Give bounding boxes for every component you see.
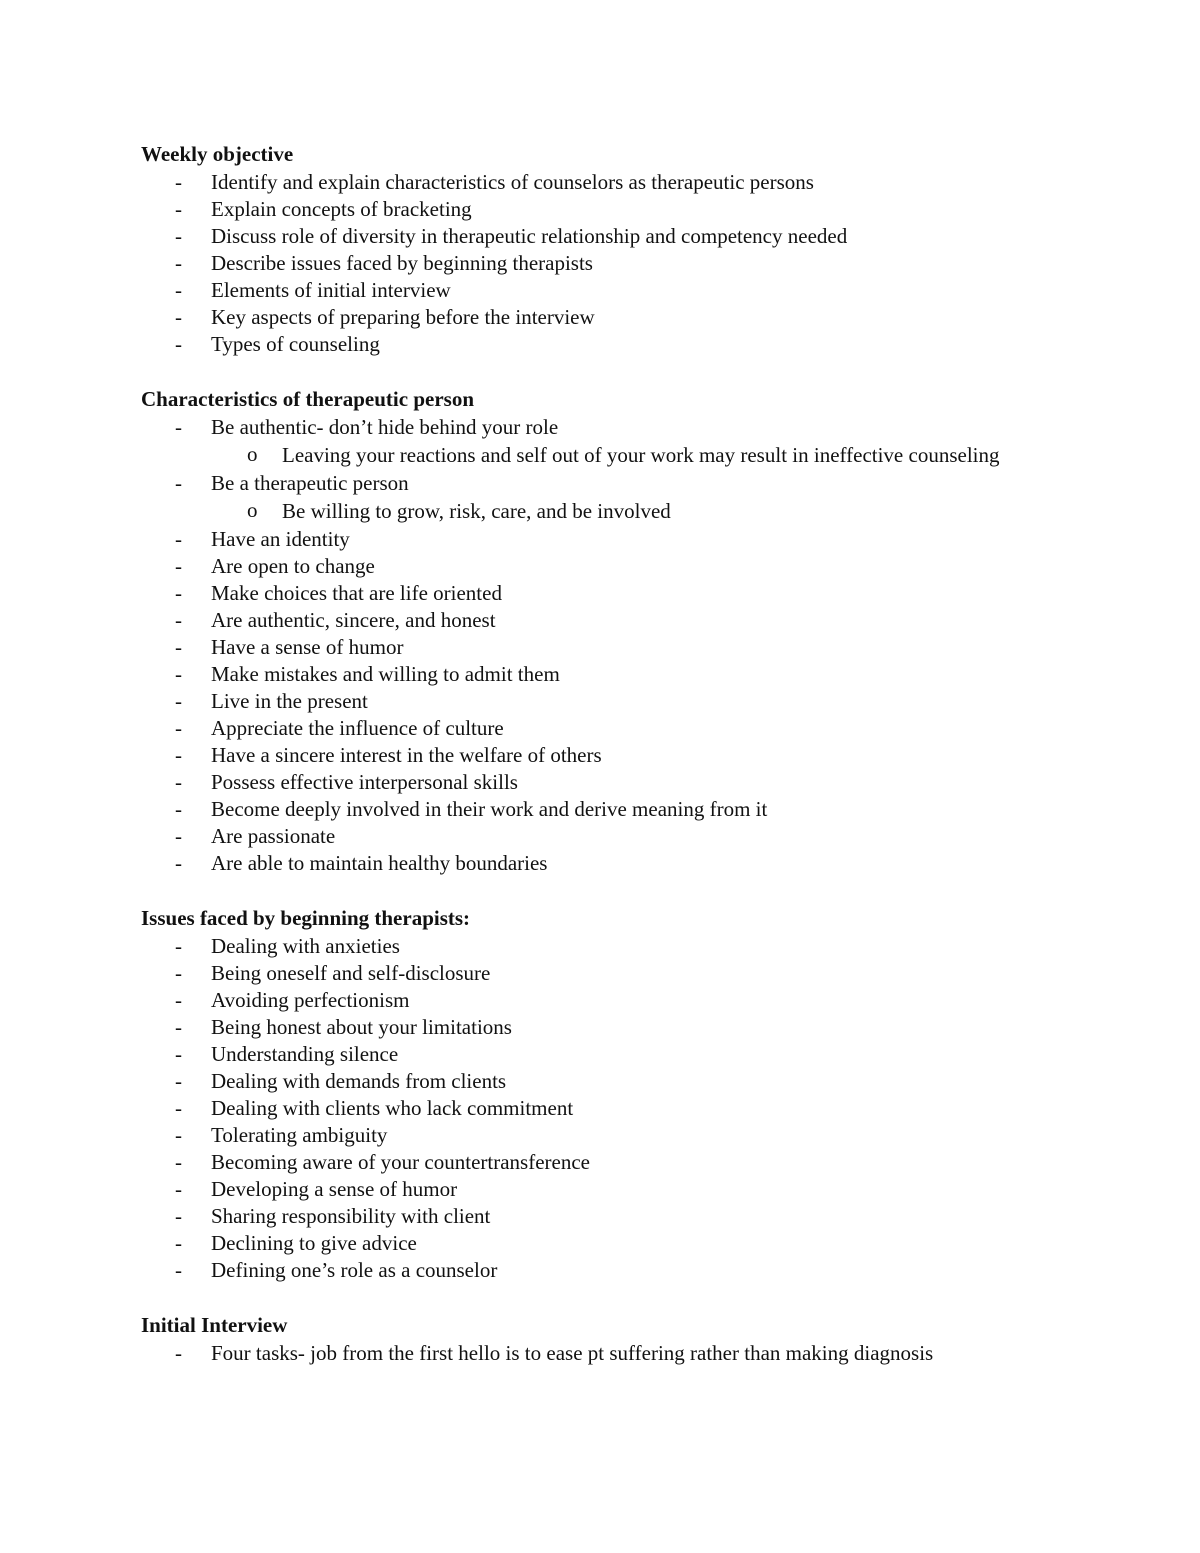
bullet-item [141,553,1101,580]
item-text: Declining to give advice [211,1231,417,1255]
item-text: Describe issues faced by beginning therapists [211,251,593,275]
item-text: Explain concepts of bracketing [211,197,472,221]
item-text: Discuss role of diversity in therapeutic relationship and competency needed [211,224,848,248]
item-text: Have an identity [211,527,350,551]
item-text: Be a therapeutic person [211,471,409,495]
item-text: Dealing with demands from clients [211,1069,507,1093]
bullet-item [141,169,1101,196]
bullet-item [141,796,1101,823]
item-text: Defining one’s role as a counselor [211,1258,498,1282]
item-text: Become deeply involved in their work and derive meaning from it [211,797,768,821]
dash-bullet-icon: - [175,527,182,551]
item-text: Are able to maintain healthy boundaries [211,851,548,875]
bullet-item [141,304,1101,331]
sub-bullet-item [141,497,1101,526]
bullet-item [141,1041,1101,1068]
bullet-item [141,250,1101,277]
section-heading: Characteristics of therapeutic person [141,387,475,411]
dash-bullet-icon: - [175,1204,182,1228]
dash-bullet-icon: - [175,851,182,875]
dash-bullet-icon: - [175,934,182,958]
bullet-item [141,607,1101,634]
dash-bullet-icon: - [175,689,182,713]
dash-bullet-icon: - [175,471,182,495]
dash-bullet-icon: - [175,1123,182,1147]
dash-bullet-icon: - [175,797,182,821]
item-text: Dealing with clients who lack commitment [211,1096,574,1120]
item-text: Have a sincere interest in the welfare of others [211,743,602,767]
dash-bullet-icon: - [175,197,182,221]
bullet-item [141,1257,1101,1284]
item-text: Are open to change [211,554,375,578]
bullet-item [141,1068,1101,1095]
item-text: Sharing responsibility with client [211,1204,491,1228]
bullet-item [141,277,1101,304]
dash-bullet-icon: - [175,1231,182,1255]
section-heading: Weekly objective [141,142,294,166]
dash-bullet-icon: - [175,1341,182,1365]
item-text: Avoiding perfectionism [211,988,410,1012]
dash-bullet-icon: - [175,332,182,356]
dash-bullet-icon: - [175,988,182,1012]
item-text: Key aspects of preparing before the interview [211,305,595,329]
dash-bullet-icon: - [175,224,182,248]
bullet-item [141,1095,1101,1122]
dash-bullet-icon: - [175,961,182,985]
item-text: Understanding silence [211,1042,399,1066]
bullet-item [141,634,1101,661]
bullet-item [141,470,1101,497]
item-text: Leaving your reactions and self out of your work may result in ineffective counseling [282,443,1000,467]
bullet-item [141,933,1101,960]
dash-bullet-icon: - [175,1069,182,1093]
bullet-item [141,1014,1101,1041]
bullet-item [141,414,1101,441]
bullet-item [141,769,1101,796]
item-text: Be willing to grow, risk, care, and be involved [282,499,671,523]
dash-bullet-icon: - [175,1015,182,1039]
bullet-item [141,960,1101,987]
dash-bullet-icon: - [175,635,182,659]
dash-bullet-icon: - [175,278,182,302]
item-text: Dealing with anxieties [211,934,400,958]
sub-bullet-item [141,441,1101,470]
section [141,904,1101,1284]
item-text: Be authentic- don’t hide behind your role [211,415,559,439]
document-page [141,140,1101,1394]
dash-bullet-icon: - [175,415,182,439]
bullet-item [141,1149,1101,1176]
section [141,1311,1101,1367]
item-text: Possess effective interpersonal skills [211,770,518,794]
circle-bullet-icon: o [247,498,258,522]
section-heading: Issues faced by beginning therapists: [141,906,471,930]
dash-bullet-icon: - [175,1150,182,1174]
dash-bullet-icon: - [175,170,182,194]
dash-bullet-icon: - [175,743,182,767]
bullet-item [141,661,1101,688]
item-text: Developing a sense of humor [211,1177,458,1201]
dash-bullet-icon: - [175,716,182,740]
bullet-item [141,196,1101,223]
dash-bullet-icon: - [175,824,182,848]
bullet-item [141,580,1101,607]
dash-bullet-icon: - [175,608,182,632]
bullet-item [141,1203,1101,1230]
bullet-item [141,1230,1101,1257]
dash-bullet-icon: - [175,1258,182,1282]
item-text: Make mistakes and willing to admit them [211,662,560,686]
dash-bullet-icon: - [175,1096,182,1120]
circle-bullet-icon: o [247,442,258,466]
item-text: Four tasks- job from the first hello is to ease pt suffering rather than making diagnosis [211,1341,934,1365]
bullet-item [141,987,1101,1014]
item-text: Types of counseling [211,332,380,356]
bullet-item [141,823,1101,850]
item-text: Becoming aware of your countertransference [211,1150,590,1174]
bullet-item [141,1340,1101,1367]
section [141,140,1101,358]
dash-bullet-icon: - [175,770,182,794]
item-text: Are passionate [211,824,336,848]
item-text: Being honest about your limitations [211,1015,512,1039]
bullet-item [141,331,1101,358]
dash-bullet-icon: - [175,554,182,578]
bullet-item [141,850,1101,877]
dash-bullet-icon: - [175,251,182,275]
dash-bullet-icon: - [175,1177,182,1201]
item-text: Identify and explain characteristics of counselors as therapeutic persons [211,170,814,194]
bullet-item [141,742,1101,769]
item-text: Elements of initial interview [211,278,451,302]
item-text: Appreciate the influence of culture [211,716,504,740]
item-text: Have a sense of humor [211,635,404,659]
dash-bullet-icon: - [175,305,182,329]
item-text: Are authentic, sincere, and honest [211,608,496,632]
bullet-item [141,1122,1101,1149]
bullet-item [141,688,1101,715]
item-text: Being oneself and self-disclosure [211,961,491,985]
item-text: Make choices that are life oriented [211,581,502,605]
dash-bullet-icon: - [175,581,182,605]
section [141,385,1101,877]
bullet-item [141,1176,1101,1203]
dash-bullet-icon: - [175,662,182,686]
item-text: Tolerating ambiguity [211,1123,388,1147]
item-text: Live in the present [211,689,368,713]
bullet-item [141,715,1101,742]
dash-bullet-icon: - [175,1042,182,1066]
bullet-item [141,223,1101,250]
section-heading: Initial Interview [141,1313,288,1337]
bullet-item [141,526,1101,553]
